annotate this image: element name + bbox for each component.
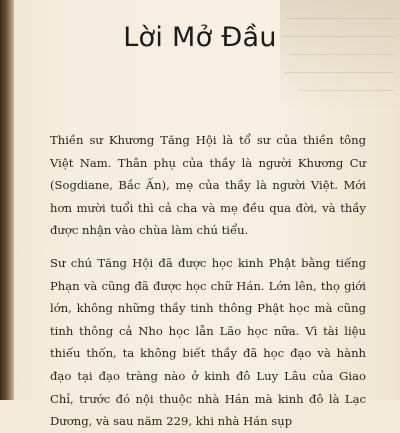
body-text xyxy=(50,129,366,433)
show-through-line xyxy=(298,90,394,91)
show-through-line xyxy=(286,18,394,19)
show-through-area xyxy=(280,0,400,110)
book-spine-shadow xyxy=(0,0,14,400)
paragraph-2: Sư chú Tăng Hội đã được học kinh Phật bằng tiếng Phạn và cũng đã được học chữ Hán. Lớn lên, thọ giới lớn, không những thầy tinh thông Phật học mà cũng tinh thông cả Nho học lẫn Lão học nữa. Vì tài liệu thiếu thốn, ta không biết thầy đã học đạo và hành đạo tại đạo tràng nào ở kinh đô Luy Lâu của Giao Chỉ, trước đó nội thuộc nhà Hán mà kinh đô là Lạc Dương, và sau năm 229, khi nhà Hán sụp xyxy=(50,255,366,429)
show-through-line xyxy=(290,54,394,55)
page-title: Lời Mở Đầu xyxy=(123,22,277,54)
paragraph-1: Thiền sư Khương Tăng Hội là tổ sư của thiền tông Việt Nam. Thân phụ của thầy là người Khương Cư (Sogdiane, Bắc Ấn), mẹ của thầy là người Việt. Mới hơn mười tuổi thì cả cha và mẹ đều qua đời, và thầy được nhận vào chùa làm chú tiểu. xyxy=(50,133,366,238)
show-through-line xyxy=(284,72,394,73)
